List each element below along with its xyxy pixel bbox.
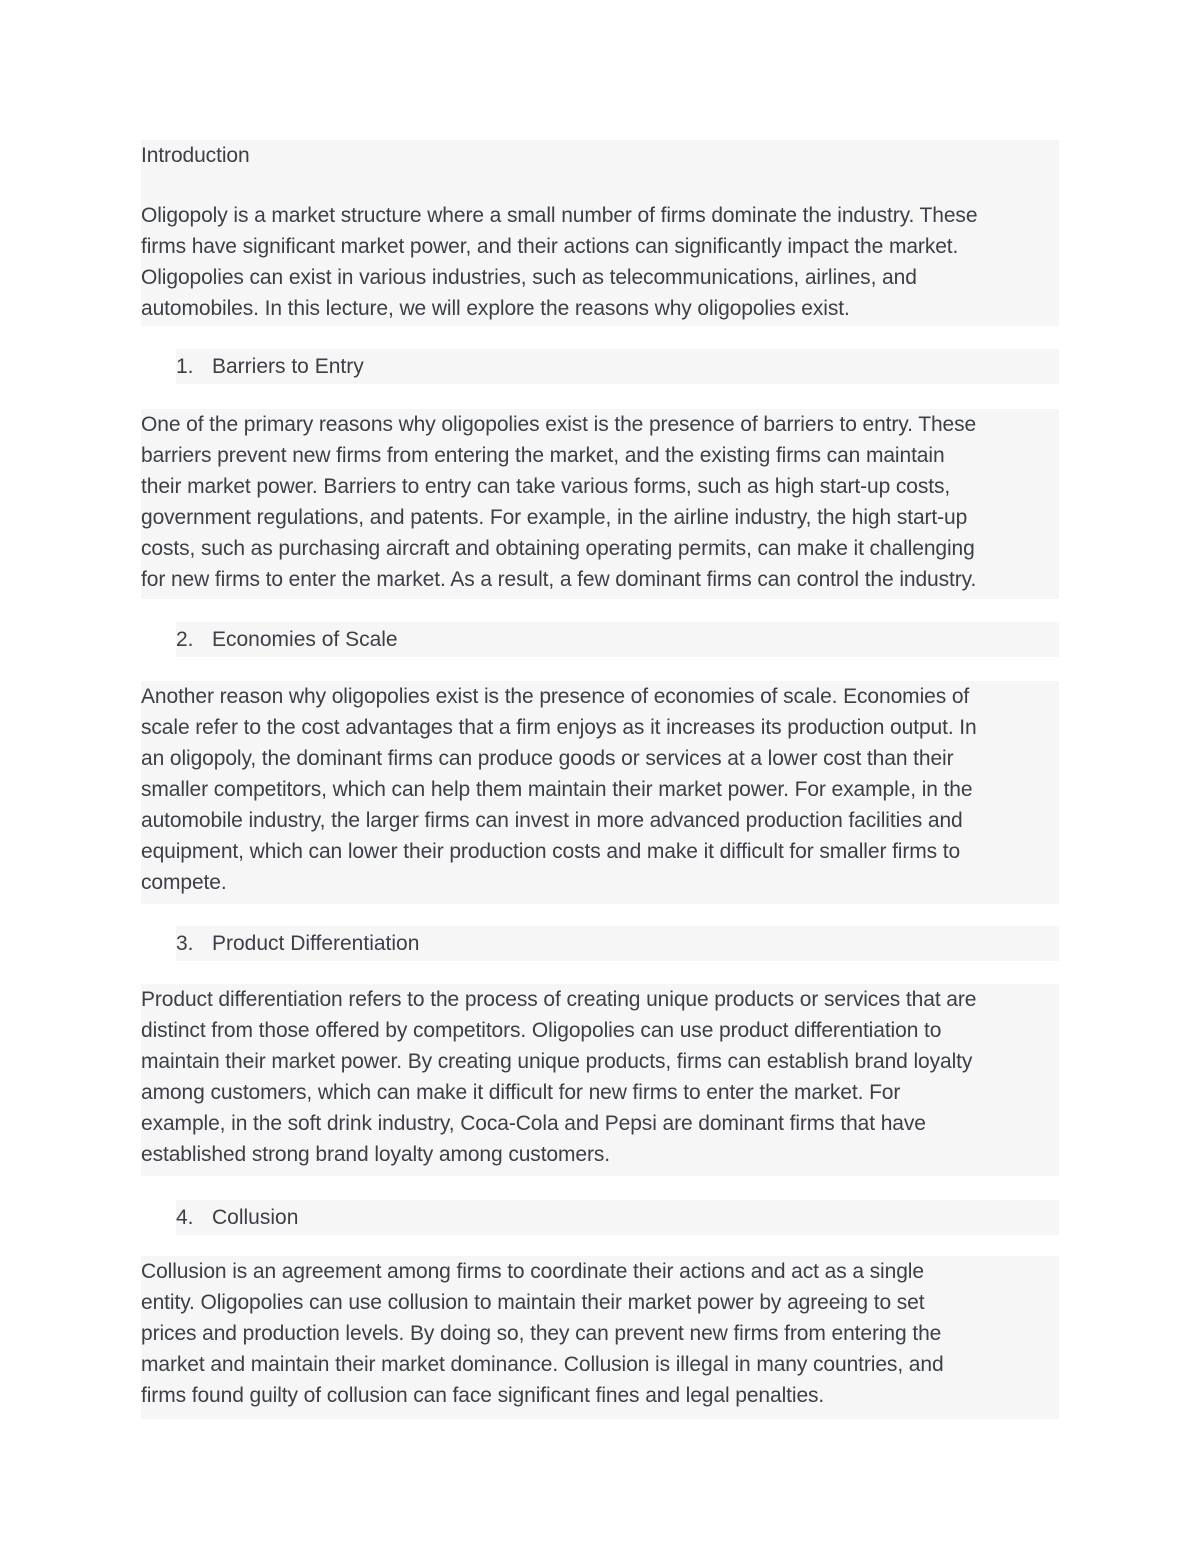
section-title: Product Differentiation: [212, 932, 420, 955]
intro-line: Oligopolies can exist in various industries, such as telecommunications, airlines, and: [141, 266, 917, 289]
intro-block: [141, 140, 1059, 326]
section-paragraph-product-differentiation: [141, 984, 1059, 1176]
section-title: Economies of Scale: [212, 628, 398, 651]
intro-line: Oligopoly is a market structure where a small number of firms dominate the industry. These: [141, 204, 978, 227]
intro-line: firms have significant market power, and their actions can significantly impact the market.: [141, 235, 959, 258]
section-title: Collusion: [212, 1206, 299, 1229]
paragraph-line: government regulations, and patents. For example, in the airline industry, the high start-up: [141, 506, 968, 529]
section-number: 4.: [176, 1206, 194, 1229]
paragraph-line: market and maintain their market dominance. Collusion is illegal in many countries, and: [141, 1353, 944, 1376]
section-heading-economies-of-scale: [176, 622, 1059, 657]
paragraph-line: equipment, which can lower their production costs and make it difficult for smaller firms to: [141, 840, 961, 863]
section-heading-product-differentiation: [176, 926, 1059, 961]
section-paragraph-economies-of-scale: [141, 681, 1059, 904]
paragraph-line: their market power. Barriers to entry can take various forms, such as high start-up costs,: [141, 475, 951, 498]
paragraph-line: distinct from those offered by competitors. Oligopolies can use product differentiation to: [141, 1019, 942, 1042]
paragraph-line: Collusion is an agreement among firms to coordinate their actions and act as a single: [141, 1260, 924, 1283]
intro-paragraph: [141, 200, 1059, 324]
paragraph-line: Product differentiation refers to the process of creating unique products or services that are: [141, 988, 977, 1011]
paragraph-line: automobile industry, the larger firms can invest in more advanced production facilities and: [141, 809, 963, 832]
paragraph-line: One of the primary reasons why oligopolies exist is the presence of barriers to entry. These: [141, 413, 977, 436]
section-heading-collusion: [176, 1200, 1059, 1235]
section-number: 3.: [176, 932, 194, 955]
paragraph-line: maintain their market power. By creating unique products, firms can establish brand loyalty: [141, 1050, 973, 1073]
paragraph-line: costs, such as purchasing aircraft and obtaining operating permits, can make it challenging: [141, 537, 975, 560]
intro-gap: [141, 171, 1059, 200]
paragraph-line: entity. Oligopolies can use collusion to maintain their market power by agreeing to set: [141, 1291, 925, 1314]
paragraph-line: for new firms to enter the market. As a result, a few dominant firms can control the industry.: [141, 568, 977, 591]
paragraph-line: smaller competitors, which can help them maintain their market power. For example, in the: [141, 778, 973, 801]
section-number: 2.: [176, 628, 194, 651]
paragraph-line: among customers, which can make it difficult for new firms to enter the market. For: [141, 1081, 901, 1104]
paragraph-line: established strong brand loyalty among customers.: [141, 1143, 611, 1166]
section-heading-barriers-to-entry: [176, 349, 1059, 384]
paragraph-line: firms found guilty of collusion can face significant fines and legal penalties.: [141, 1384, 825, 1407]
intro-line: automobiles. In this lecture, we will explore the reasons why oligopolies exist.: [141, 297, 850, 320]
section-paragraph-barriers-to-entry: [141, 409, 1059, 599]
paragraph-line: an oligopoly, the dominant firms can produce goods or services at a lower cost than their: [141, 747, 954, 770]
paragraph-line: Another reason why oligopolies exist is the presence of economies of scale. Economies of: [141, 685, 970, 708]
intro-heading: Introduction: [141, 144, 250, 167]
paragraph-line: example, in the soft drink industry, Coca-Cola and Pepsi are dominant firms that have: [141, 1112, 926, 1135]
paragraph-line: scale refer to the cost advantages that a firm enjoys as it increases its production output. In: [141, 716, 977, 739]
section-title: Barriers to Entry: [212, 355, 364, 378]
section-paragraph-collusion: [141, 1256, 1059, 1419]
paragraph-line: compete.: [141, 871, 227, 894]
paragraph-line: prices and production levels. By doing so, they can prevent new firms from entering the: [141, 1322, 942, 1345]
paragraph-line: barriers prevent new firms from entering the market, and the existing firms can maintain: [141, 444, 945, 467]
section-number: 1.: [176, 355, 194, 378]
